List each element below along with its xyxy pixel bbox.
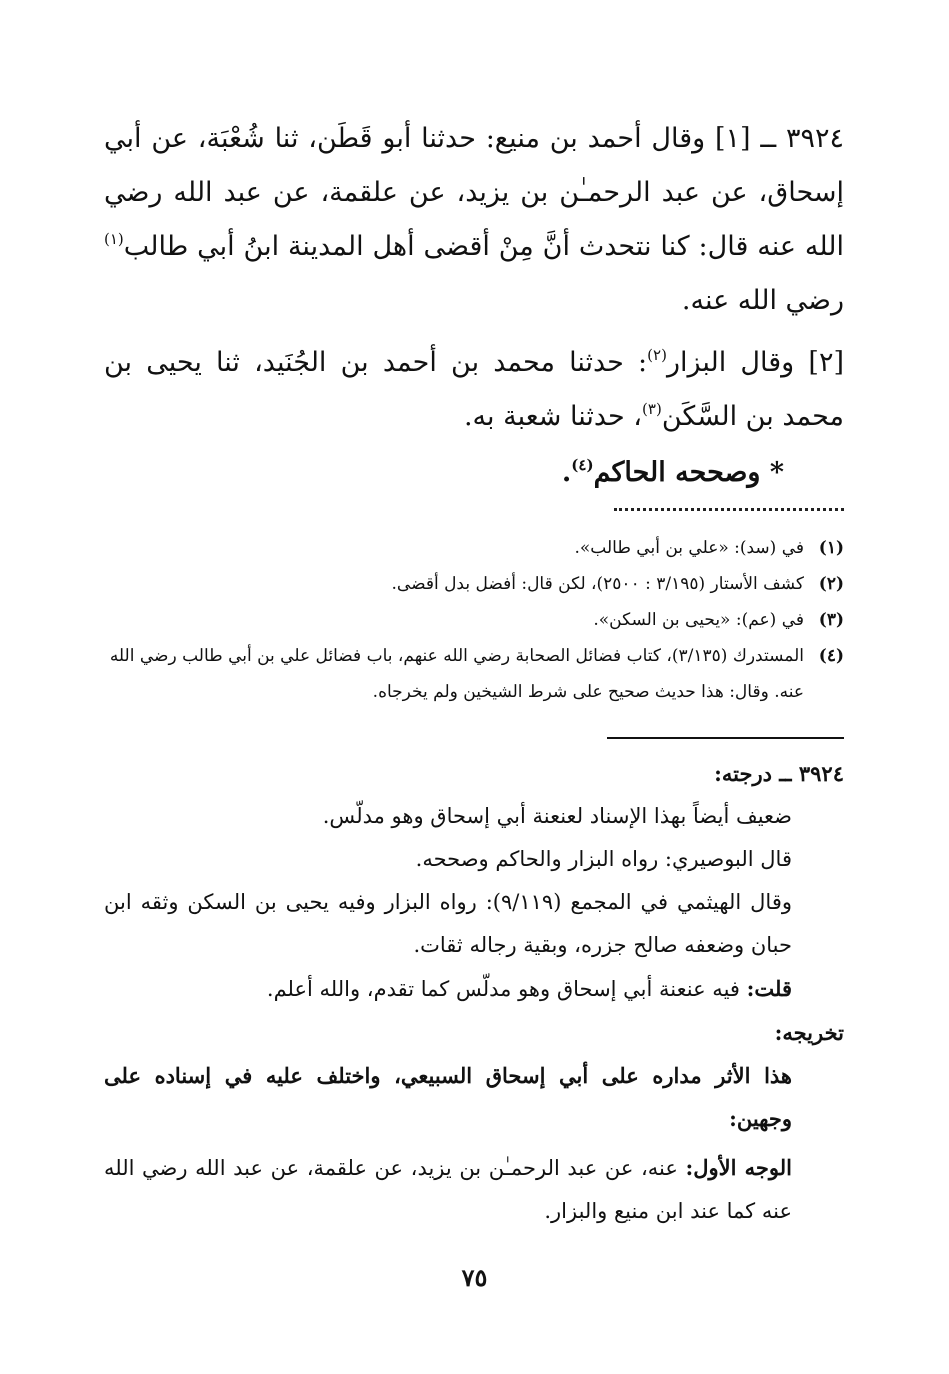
first-chain	[104, 1146, 844, 1233]
footnote-ref-4: (٤)	[571, 456, 594, 474]
grading-note	[104, 967, 844, 1011]
grading-heading: ٣٩٢٤ ــ درجته:	[714, 761, 844, 786]
section-divider	[607, 737, 844, 739]
footnote-number: (٢)	[818, 574, 844, 594]
footnote	[104, 638, 844, 710]
hadith-2-text-a: [٢] وقال البزار	[666, 347, 844, 378]
footnote-number: (٤)	[818, 646, 844, 666]
footnote-text: كشف الأستار (٣/١٩٥ : ٢٥٠٠)، لكن قال: أفضل بدل أقضى.	[391, 574, 804, 594]
footnote-ref-2: (٢)	[647, 346, 667, 364]
hadith-3-text: * وصححه الحاكم	[593, 457, 784, 488]
hadith-paragraph-3	[104, 446, 844, 500]
hadith-2-text-c: ، حدثنا شعبة به.	[463, 401, 643, 432]
note-label: قلت:	[746, 976, 792, 1001]
footnote-text: في (سد): «علي بن أبي طالب».	[574, 538, 804, 558]
footnote-text: في (عم): «يحيى بن السكن».	[593, 610, 804, 630]
takhrij-text: هذا الأثر مداره على أبي إسحاق السبيعي، واختلف عليه في إسناده على وجهين:	[104, 1063, 792, 1131]
hadith-paragraph-2	[104, 336, 844, 444]
footnote-text: المستدرك (٣/١٣٥)، كتاب فضائل الصحابة رضي الله عنهم، باب فضائل علي بن أبي طالب رضي الله عنه. وقال: هذا حديث صحيح على شرط الشيخين ولم يخرجاه.	[109, 646, 804, 702]
takhrij-heading: تخريجه:	[774, 1020, 844, 1045]
grading-line: قال البوصيري: رواه البزار والحاكم وصححه.	[415, 847, 792, 871]
page-number: ٧٥	[461, 1263, 488, 1292]
footnote	[104, 530, 844, 566]
footnotes	[104, 530, 844, 710]
footnote-number: (٣)	[818, 610, 844, 630]
hadith-1-end: رضي الله عنه.	[681, 285, 844, 316]
grading-section	[104, 752, 844, 1233]
hadith-3-end: .	[561, 457, 572, 488]
grading-line: ضعيف أيضاً بهذا الإسناد لعنعنة أبي إسحاق وهو مدلّس.	[322, 804, 792, 828]
footnote	[104, 602, 844, 638]
hadith-1-text: ٣٩٢٤ ــ [١] وقال أحمد بن منيع: حدثنا أبو قَطَن، ثنا شُعْبَة، عن أبي إسحاق، عن عبد الرحمـٰن بن يزيد، عن علقمة، عن عبد الله رضي الله عنه قال: كنا نتحدث أنَّ مِنْ أقضى أهل المدينة ابنُ أبي طالب	[104, 123, 844, 262]
footnote-ref-3: (٣)	[642, 400, 662, 418]
hadith-paragraph-1	[104, 112, 844, 328]
footnote-separator	[614, 508, 844, 511]
hadith-text	[104, 112, 844, 500]
footnote-number: (١)	[818, 538, 844, 558]
hadith-2-text-b: : حدثنا محمد بن أحمد بن الجُنَيد، ثنا يحيى بن محمد بن السَّكَن	[104, 347, 844, 432]
grading-line: وقال الهيثمي في المجمع (٩/١١٩): رواه البزار وفيه يحيى بن السكن وثقه ابن حبان وضعفه صالح جزره، وبقية رجاله ثقات.	[104, 890, 792, 957]
chain-text: عنه، عن عبد الرحمـٰن بن يزيد، عن علقمة، عن عبد الله رضي الله عنه كما عند ابن منيع والبزار.	[104, 1156, 792, 1223]
chain-label: الوجه الأول:	[685, 1155, 792, 1180]
footnote-ref-1: (١)	[104, 230, 124, 248]
note-text: فيه عنعنة أبي إسحاق وهو مدلّس كما تقدم، والله أعلم.	[266, 977, 747, 1001]
footnote	[104, 566, 844, 602]
